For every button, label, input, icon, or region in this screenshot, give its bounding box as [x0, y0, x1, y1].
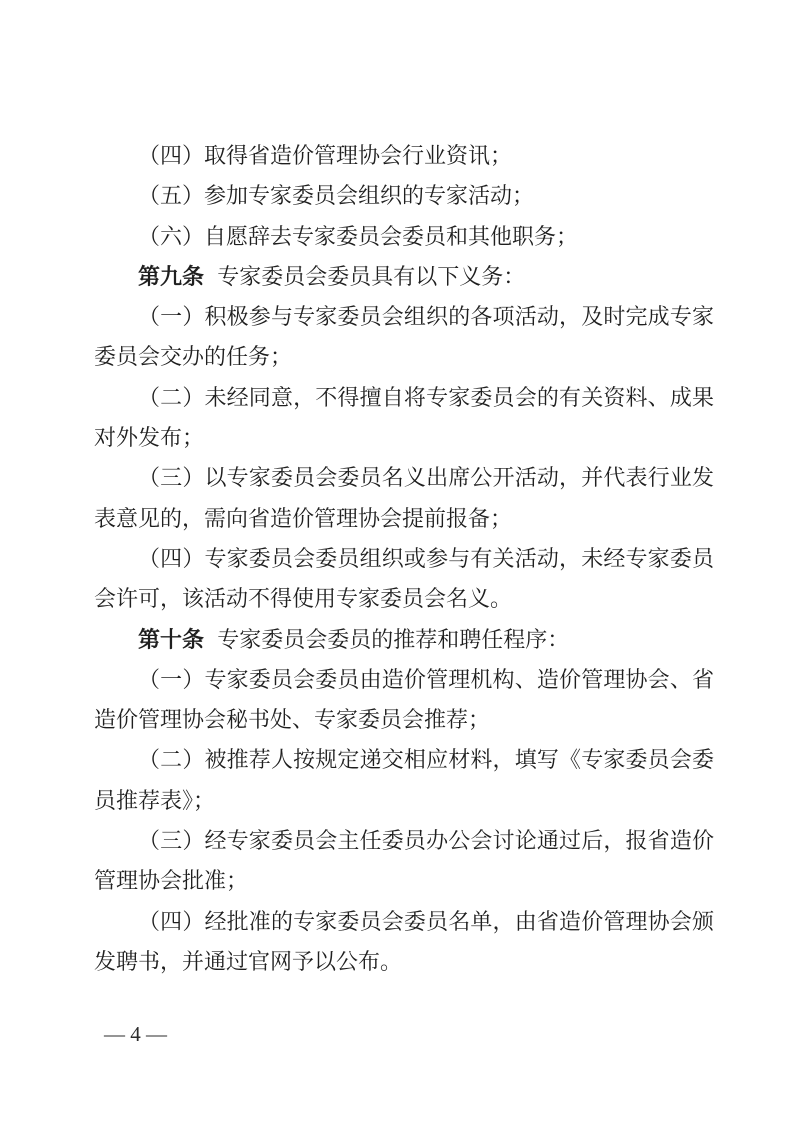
page-number: — 4 — [104, 1022, 167, 1046]
paragraph [94, 217, 714, 257]
paragraph-text: （一）专家委员会委员由造价管理机构、造价管理协会、省造价管理协会秘书处、专家委员会推荐； [94, 666, 714, 733]
paragraph [94, 257, 714, 297]
paragraph [94, 660, 714, 741]
article-number: 第十条 [138, 626, 205, 652]
page-footer [104, 1022, 167, 1046]
paragraph-text: （二）被推荐人按规定递交相应材料，填写《专家委员会委员推荐表》； [94, 747, 714, 813]
paragraph [94, 297, 714, 378]
paragraph-text: （四）取得省造价管理协会行业资讯； [138, 143, 513, 168]
paragraph-text: 专家委员会委员的推荐和聘任程序： [217, 626, 570, 652]
paragraph-text: 专家委员会委员具有以下义务： [217, 263, 526, 289]
paragraph [94, 620, 714, 660]
paragraph [94, 378, 714, 459]
paragraph [94, 740, 714, 821]
paragraph [94, 821, 714, 902]
paragraph [94, 176, 714, 216]
paragraph [94, 539, 714, 620]
paragraph-text: （五）参加专家委员会组织的专家活动； [138, 183, 535, 209]
paragraph-text: （四）经批准的专家委员会委员名单，由省造价管理协会颁发聘书，并通过官网予以公布。 [94, 908, 714, 974]
paragraph-text: （三）经专家委员会主任委员办公会讨论通过后，报省造价管理协会批准； [94, 828, 714, 894]
paragraph [94, 136, 714, 176]
paragraph-list [94, 136, 714, 982]
document-content [94, 136, 714, 982]
paragraph [94, 902, 714, 983]
article-number: 第九条 [138, 263, 205, 289]
paragraph-text: （六）自愿辞去专家委员会委员和其他职务； [138, 223, 579, 249]
paragraph [94, 458, 714, 539]
paragraph-text: （三）以专家委员会委员名义出席公开活动，并代表行业发表意见的，需向省造价管理协会提前报备； [94, 465, 714, 531]
paragraph-text: （四）专家委员会委员组织或参与有关活动，未经专家委员会许可，该活动不得使用专家委员会名义。 [94, 545, 714, 612]
paragraph-text: （二）未经同意，不得擅自将专家委员会的有关资料、成果对外发布； [94, 384, 714, 451]
paragraph-text: （一）积极参与专家委员会组织的各项活动，及时完成专家委员会交办的任务； [94, 304, 714, 370]
